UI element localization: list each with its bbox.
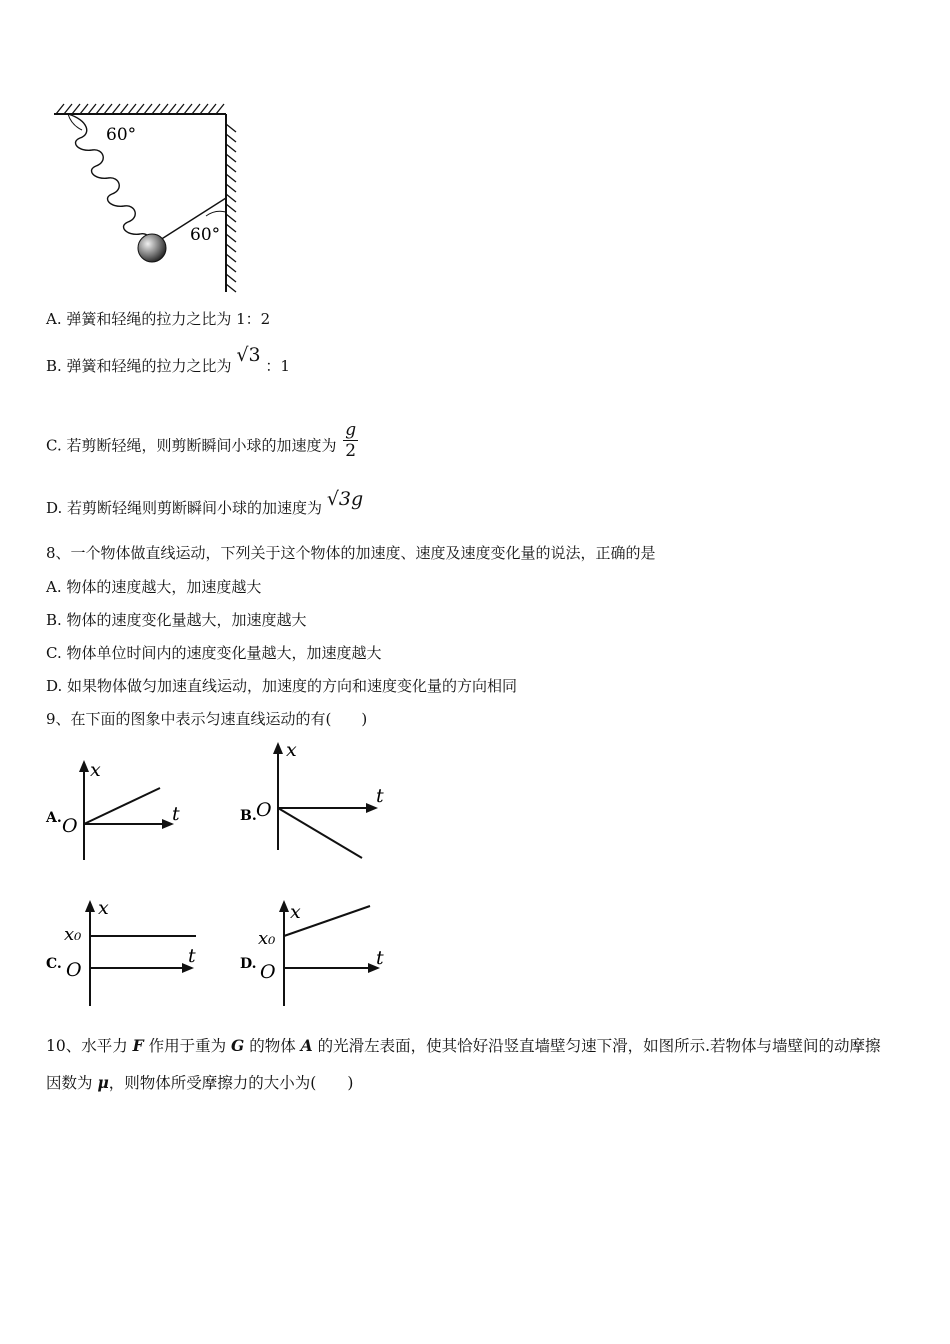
q7-option-c-fraction (343, 420, 358, 461)
graph-d-x-label: t (376, 947, 384, 969)
q7-option-b (46, 344, 290, 376)
q8-stem: 8、一个物体做直线运动，下列关于这个物体的加速度、速度及速度变化量的说法，正确的是 (46, 544, 656, 562)
fraction-numerator: g (345, 420, 357, 440)
q9-graph-a (40, 756, 200, 866)
q7-option-c (46, 420, 358, 467)
q9-graph-c (40, 894, 210, 1010)
graph-a-y-label: x (90, 759, 101, 781)
q10-text-3: 的物体 (244, 1037, 301, 1055)
graph-a-origin: O (62, 815, 78, 837)
graph-c-origin: O (66, 959, 82, 981)
graph-b-y-label: x (286, 740, 297, 761)
angle-top-label: 60° (106, 125, 137, 145)
q8-option-a: A. 物体的速度越大，加速度越大 (46, 578, 262, 596)
graph-d-label: D. (240, 956, 257, 972)
graph-c-y-label: x (98, 897, 109, 919)
q8-option-c: C. 物体单位时间内的速度变化量越大，加速度越大 (46, 644, 382, 662)
q10-stem-line2 (46, 1073, 353, 1093)
graph-c-x-label: t (188, 945, 196, 967)
q10-text-4: 的光滑左表面，使其恰好沿竖直墙壁匀速下滑，如图所示.若物体与墙壁间的动摩擦 (312, 1037, 881, 1055)
fraction-denominator: 2 (345, 441, 357, 461)
graph-c-label: C. (46, 956, 62, 972)
q7-option-d (46, 488, 364, 518)
q7-option-a: A. 弹簧和轻绳的拉力之比为 1：2 (46, 310, 271, 328)
q7-spring-figure (48, 100, 248, 296)
q8-option-b: B. 物体的速度变化量越大，加速度越大 (46, 611, 307, 629)
q9-stem: 9、在下面的图象中表示匀速直线运动的有( ) (46, 710, 368, 728)
q10-var-mu: μ (97, 1073, 109, 1092)
q10-var-f: F (132, 1036, 144, 1055)
q8-option-d: D. 如果物体做匀加速直线运动，加速度的方向和速度变化量的方向相同 (46, 677, 518, 695)
q10-text-6: ，则物体所受摩擦力的大小为( ) (108, 1074, 354, 1092)
q9-graph-d (236, 894, 406, 1010)
q10-text-1: 10、水平力 (46, 1037, 133, 1055)
graph-d-intercept: x₀ (258, 928, 276, 949)
graph-b-origin: O (256, 799, 272, 821)
q7-option-c-text: C. 若剪断轻绳，则剪断瞬间小球的加速度为 (46, 436, 337, 455)
q10-text-5: 因数为 (46, 1074, 98, 1092)
graph-a-x-label: t (172, 803, 180, 825)
q10-stem-line1 (46, 1036, 881, 1056)
q7-option-d-expr: √3g (326, 488, 364, 510)
angle-wall-label: 60° (190, 225, 221, 245)
q7-option-b-sqrt: √3 (236, 344, 261, 366)
q10-var-g: G (231, 1036, 245, 1055)
q7-option-b-text: B. 弹簧和轻绳的拉力之比为 (46, 357, 232, 375)
q10-text-2: 作用于重为 (143, 1037, 232, 1055)
graph-b-label: B. (240, 808, 257, 824)
graph-d-origin: O (260, 961, 276, 983)
graph-a-label: A. (46, 810, 62, 826)
q7-option-d-text: D. 若剪断轻绳则剪断瞬间小球的加速度为 (46, 499, 323, 517)
graph-c-intercept: x₀ (64, 924, 82, 945)
q10-var-a: A (300, 1036, 313, 1055)
graph-b-x-label: t (376, 785, 384, 807)
graph-d-y-label: x (290, 901, 301, 923)
q9-graph-b (236, 740, 396, 864)
q7-option-b-ratio: ：1 (265, 357, 290, 375)
